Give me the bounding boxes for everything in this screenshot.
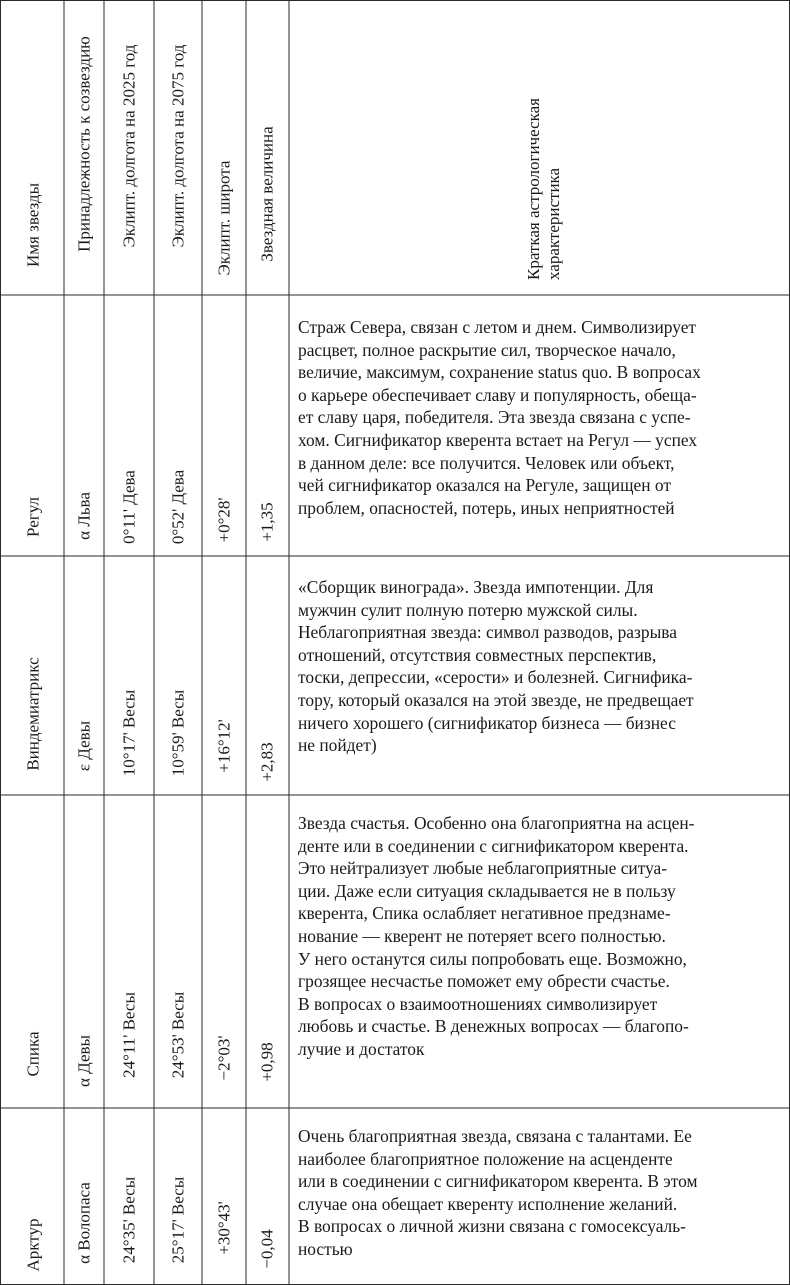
description-line: любовь и счастье. В денежных вопросах — благопо- — [298, 1016, 689, 1037]
description-line: В вопросах о личной жизни связана с гомосексуаль- — [298, 1216, 686, 1237]
description-line: тору, который оказался на этой звезде, не предвещает — [298, 689, 694, 710]
description-line: ет славу царя, победителя. Эта звезда связана с успе- — [298, 407, 691, 428]
cell-longitude-2025: 10°17' Весы — [119, 689, 139, 777]
cell-latitude: +0°28' — [214, 497, 234, 543]
header-description: Краткая астрологическая характеристика — [524, 98, 563, 280]
cell-longitude-2075: 0°52' Дева — [168, 469, 188, 545]
description-line: У него останутся силы попробовать еще. Возможно, — [298, 948, 687, 969]
cell-star-name: Регул — [23, 497, 43, 537]
description-line: величие, максимум, сохранение status quo. В вопросах — [298, 362, 701, 383]
cell-constellation: α Льва — [74, 492, 94, 540]
description-line: денте или в соединении с сигнификатором кверента. — [298, 835, 689, 856]
description-line: Звезда счастья. Особенно она благоприятна на асцен- — [298, 813, 695, 833]
description-line: Страж Севера, связан с летом и днем. Символизирует — [298, 317, 697, 337]
description-line: ничего хорошего (сигнификатор бизнеса — бизнес — [298, 712, 676, 733]
cell-magnitude: +2,83 — [257, 742, 277, 782]
cell-latitude: −2°03' — [214, 1035, 234, 1081]
cell-description — [298, 576, 694, 757]
description-line: расцвет, полное раскрытие сил, творческое начало, — [298, 339, 676, 360]
header-longitude-2025: Эклипт. долгота на 2025 год — [119, 44, 139, 248]
description-line: в данном деле: все получится. Человек или объект, — [298, 452, 675, 473]
description-line: нование — кверент не потеряет всего полностью. — [298, 925, 666, 946]
header-star-name: Имя звезды — [23, 183, 43, 267]
description-line: хом. Сигнификатор кверента встает на Регул — успех — [298, 429, 698, 450]
description-line: кверента, Спика ослабляет негативное предзнаме- — [298, 903, 671, 924]
description-line: грозящее несчастье поможет ему обрести счастье. — [298, 971, 670, 992]
cell-magnitude: +1,35 — [257, 502, 277, 542]
description-line: мужчин сулит полную потерю мужской силы. — [298, 599, 638, 620]
cell-longitude-2025: 24°35' Весы — [119, 1176, 139, 1264]
cell-constellation: α Девы — [74, 1035, 94, 1087]
cell-description — [298, 1125, 697, 1261]
cell-star-name: Арктур — [23, 1218, 43, 1272]
cell-constellation: ε Девы — [74, 720, 94, 772]
description-line: наиболее благоприятное положение на асценденте — [298, 1148, 673, 1169]
header-latitude: Эклипт. широта — [214, 160, 234, 276]
description-line: «Сборщик винограда». Звезда импотенции. Для — [298, 577, 654, 597]
description-line: проблем, опасностей, потерь, иных неприятностей — [298, 497, 675, 518]
description-line: Очень благоприятная звезда, связана с талантами. Ее — [298, 1126, 692, 1146]
cell-description — [298, 316, 701, 519]
cell-description — [298, 812, 694, 1061]
header-magnitude: Звездная величина — [257, 126, 277, 262]
cell-magnitude: +0,98 — [257, 1042, 277, 1082]
cell-constellation: α Волопаса — [74, 1182, 94, 1264]
cell-latitude: +30°43' — [214, 1201, 234, 1255]
header-constellation: Принадлежность к созвездию — [74, 36, 94, 252]
description-line: лучие и достаток — [298, 1038, 425, 1059]
cell-magnitude: −0,04 — [257, 1229, 277, 1269]
description-line: В вопросах о взаимоотношениях символизирует — [298, 993, 658, 1014]
description-line: чей сигнификатор оказался на Регуле, защищен от — [298, 475, 671, 496]
description-line: о карьере обеспечивает славу и популярность, обеща- — [298, 384, 697, 405]
description-line: Неблагоприятная звезда: символ разводов, разрыва — [298, 622, 677, 643]
cell-star-name: Спика — [23, 1031, 43, 1077]
description-line: ции. Даже если ситуация складывается не в пользу — [298, 880, 676, 901]
description-line: случае она обещает кверенту исполнение желаний. — [298, 1193, 678, 1214]
cell-longitude-2025: 24°11' Весы — [119, 992, 139, 1078]
description-line: не пойдет) — [298, 735, 377, 756]
cell-longitude-2075: 24°53' Весы — [168, 991, 188, 1079]
description-line: тоски, депрессии, «серости» и болезней. Сигнифика- — [298, 667, 693, 688]
description-line: Это нейтрализует любые неблагоприятные ситуа- — [298, 858, 668, 879]
cell-longitude-2075: 10°59' Весы — [168, 689, 188, 777]
cell-longitude-2025: 0°11' Дева — [119, 470, 139, 544]
header-longitude-2075: Эклипт. долгота на 2075 год — [168, 44, 188, 248]
description-line: ностью — [298, 1238, 353, 1259]
cell-latitude: +16°12' — [214, 719, 234, 773]
cell-longitude-2075: 25°17' Весы — [168, 1176, 188, 1264]
description-line: или в соединении с сигнификатором кверента. В этом — [298, 1171, 698, 1192]
description-line: отношений, отсутствия совместных перспектив, — [298, 644, 657, 665]
cell-star-name: Виндемиатрикс — [23, 657, 43, 771]
